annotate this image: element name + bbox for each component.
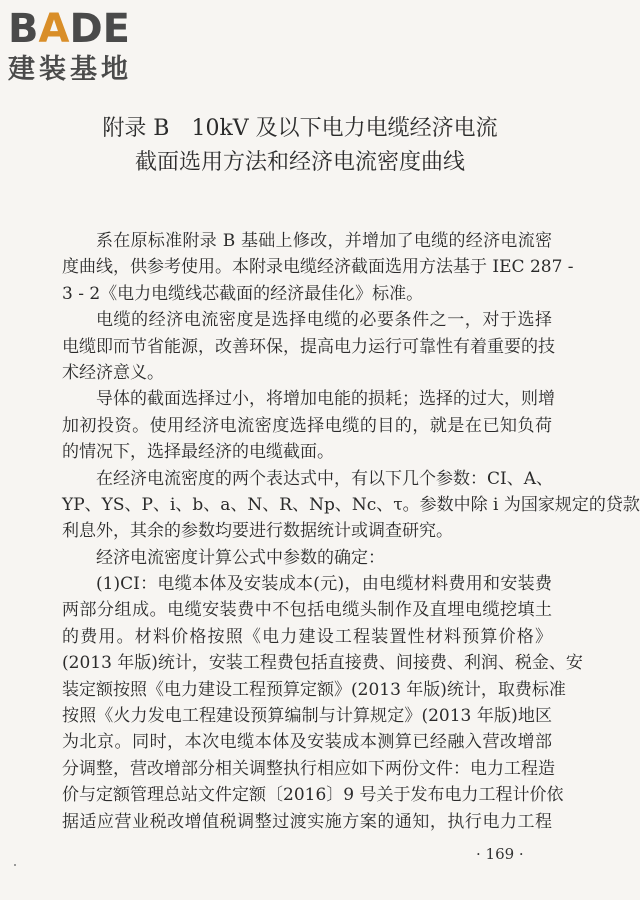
text-line: YP、YS、P、i、b、a、N、R、Np、Nc、τ。参数中除 i 为国家规定的贷款 [62, 494, 640, 515]
title-line-2: 截面选用方法和经济电流密度曲线 [134, 150, 465, 175]
text-line: 按照《火力发电工程建设预算编制与计算规定》(2013 年版)地区 [62, 706, 552, 727]
text-line: 在经济电流密度的两个表达式中，有以下几个参数：CI、A、 [96, 468, 553, 489]
text-line: 价与定额管理总站文件定额〔2016〕9 号关于发布电力工程计价依 [62, 785, 564, 806]
bade-logo [8, 6, 178, 86]
appendix-title [0, 112, 600, 180]
text-line: 分调整，营改增部分相关调整执行相应如下两份文件：电力工程造 [62, 758, 555, 779]
body-text [62, 228, 640, 835]
logo-letters-de: DE [69, 6, 130, 52]
logo-letter-b: B [8, 6, 39, 52]
text-line: 的费用。材料价格按照《电力建设工程装置性材料预算价格》 [62, 626, 552, 647]
text-line: 加初投资。使用经济电流密度选择电缆的目的，就是在已知负荷 [62, 415, 552, 436]
text-line: 导体的截面选择过小，将增加电能的损耗；选择的过大，则增 [96, 389, 555, 410]
text-line: 度曲线，供参考使用。本附录电缆经济截面选用方法基于 IEC 287 - [62, 257, 574, 278]
page-number: · 169 · [476, 845, 524, 863]
text-line: 为北京。同时，本次电缆本体及安装成本测算已经融入营改增部 [62, 732, 552, 753]
logo-chinese-text: 建装基地 [8, 54, 132, 85]
text-line: 电缆即而节省能源，改善环保，提高电力运行可靠性有着重要的技 [62, 336, 555, 357]
title-line-1: 附录 B 10kV 及以下电力电缆经济电流 [102, 116, 498, 141]
text-line: 两部分组成。电缆安装费中不包括电缆头制作及直埋电缆挖填土 [62, 600, 552, 621]
text-line: (2013 年版)统计，安装工程费包括直接费、间接费、利润、税金、安 [62, 653, 583, 674]
text-line: 术经济意义。 [62, 362, 164, 383]
text-line: 的情况下，选择最经济的电缆截面。 [62, 442, 334, 463]
logo-wordmark [8, 6, 178, 52]
text-line: 系在原标准附录 B 基础上修改，并增加了电缆的经济电流密 [96, 231, 552, 251]
text-line: 据适应营业税改增值税调整过渡实施方案的通知，执行电力工程 [62, 811, 552, 832]
scan-mark [14, 864, 16, 866]
text-line: 装定额按照《电力建设工程预算定额》(2013 年版)统计，取费标准 [62, 679, 566, 700]
text-line: 3 - 2《电力电缆线芯截面的经济最佳化》标准。 [62, 283, 424, 304]
text-line: 电缆的经济电流密度是选择电缆的必要条件之一，对于选择 [96, 310, 552, 331]
text-line: (1)CI：电缆本体及安装成本(元)，由电缆材料费用和安装费 [96, 574, 552, 595]
logo-letter-a: A [38, 6, 70, 52]
text-line: 经济电流密度计算公式中参数的确定： [96, 547, 385, 568]
text-line: 利息外，其余的参数均要进行数据统计或调查研究。 [62, 521, 453, 542]
